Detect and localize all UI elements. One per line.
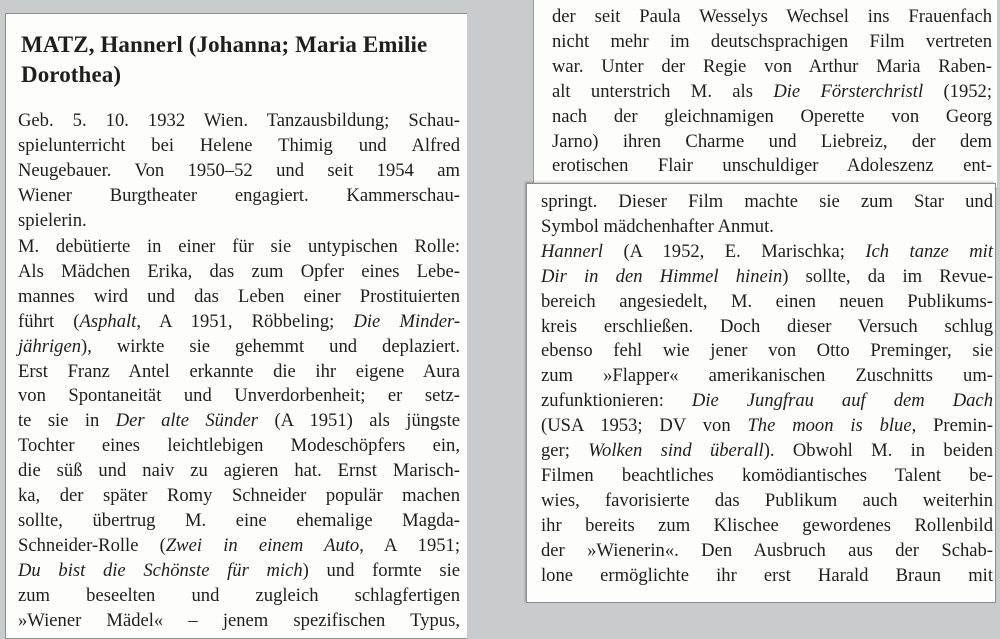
text-line: Wiener Burgtheater engagiert. Kammerschau-	[18, 184, 460, 206]
text-line: nach der gleichnamigen Operette von Georg	[552, 105, 992, 127]
italic-title: Zwei in einem Auto	[165, 534, 360, 556]
italic-title: jährigen	[18, 335, 82, 357]
text-segment: te sie in	[18, 410, 116, 432]
text-line	[541, 414, 993, 439]
text-segment: (A 1951) als jüngste	[258, 410, 461, 432]
text-line: Tochter eines leichtlebigen Modeschöpfers ein,	[18, 435, 460, 457]
text-segment: ger;	[541, 440, 589, 462]
text-line: lone ermöglichte ihr erst Harald Braun mit	[541, 564, 993, 586]
text-line: springt. Dieser Film machte sie zum Star und	[541, 191, 993, 212]
italic-title: Die Försterchristl	[773, 80, 924, 102]
column-right-bottom-text	[541, 190, 993, 589]
text-line	[18, 335, 460, 360]
right-bottom-clipping	[526, 183, 996, 603]
text-segment: ). Obwohl M. in beiden	[763, 440, 993, 462]
text-line	[541, 265, 993, 290]
text-segment: ) und formte sie	[302, 559, 461, 581]
italic-title: Die Jungfrau auf dem Dach	[691, 390, 993, 412]
bio-paragraph	[18, 109, 460, 234]
text-line: mannes wird und das Leben einer Prostituierten	[18, 285, 460, 307]
text-line	[552, 80, 992, 105]
text-line: Erst Franz Antel erkannte die ihr eigene Aura	[18, 360, 460, 382]
text-line: sollte, übertrug M. eine ehemalige Magda-	[18, 509, 460, 531]
text-line: spielerin.	[18, 209, 87, 231]
italic-title: Der alte Sünder	[115, 410, 259, 432]
italic-title: Ich tanze mit	[865, 240, 994, 262]
text-line: Symbol mädchenhafter Anmut.	[541, 215, 774, 237]
italic-title: Die Minder-	[353, 310, 461, 332]
text-line: nicht mehr im deutschsprachigen Film vertreten	[552, 30, 992, 52]
text-line: zum beseelten und zugleich schlagfertigen	[18, 584, 460, 606]
column-right-top-text	[552, 5, 992, 179]
text-segment: , A 1951, Röbbeling;	[136, 310, 354, 332]
text-line: ka, der später Romy Schneider populär machen	[18, 485, 460, 507]
text-segment: zufunktionieren:	[541, 390, 692, 412]
text-segment: alt unterstrich M. als	[552, 80, 774, 102]
left-clipping	[5, 13, 467, 639]
text-line: der »Wienerin«. Den Ausbruch aus der Schab-	[541, 539, 993, 561]
text-line	[18, 559, 460, 584]
italic-title: Wolken sind überall	[588, 440, 764, 462]
text-line	[18, 310, 460, 335]
text-segment: , A 1951;	[359, 534, 460, 556]
text-line	[541, 439, 993, 464]
text-segment: (1952;	[923, 80, 993, 102]
heading-line: Dorothea)	[21, 62, 122, 87]
text-segment: ) sollte, da im Revue-	[782, 265, 994, 287]
text-line: zum »Flapper« amerikanischen Zuschnitts um-	[541, 365, 993, 387]
text-line: Geb. 5. 10. 1932 Wien. Tanzausbildung; Schau-	[18, 110, 460, 131]
text-line: erotischen Flair unschuldiger Adoleszenz ent-	[552, 155, 992, 177]
italic-title: Du bist die Schönste für mich	[18, 559, 303, 581]
text-line	[541, 240, 993, 265]
heading-line: MATZ, Hannerl (Johanna; Maria Emilie	[21, 32, 428, 57]
text-line: war. Unter der Regie von Arthur Maria Raben-	[552, 55, 992, 77]
text-line	[541, 389, 993, 414]
text-line: »Wiener Mädel« – jenem spezifischen Typus,	[18, 609, 460, 631]
text-line: von Spontaneität und Unverdorbenheit; er setz-	[18, 385, 460, 407]
column-left-text	[18, 235, 460, 634]
text-line: Als Mädchen Erika, das zum Opfer eines Lebe-	[18, 260, 460, 282]
entry-heading	[21, 30, 461, 90]
text-line: die süß und naiv zu agieren hat. Ernst Marisch-	[18, 460, 460, 482]
italic-title: Dir in den Himmel hinein	[541, 265, 783, 287]
text-segment: führt (	[18, 310, 80, 332]
text-segment: , Premin-	[911, 415, 993, 437]
text-line: ebenso fehl wie jener von Otto Preminger, sie	[541, 340, 993, 362]
text-line: wies, favorisierte das Publikum auch weiterhin	[541, 489, 993, 511]
text-line: der seit Paula Wesselys Wechsel ins Frauenfach	[552, 6, 992, 27]
text-segment: (A 1952, E. Marischka;	[602, 240, 866, 262]
text-segment: ), wirkte sie gehemmt und deplaziert.	[81, 335, 460, 357]
text-line: Jarno) ihren Charme und Liebreiz, der dem	[552, 130, 992, 152]
text-line: Filmen beachtliches komödiantisches Talent be-	[541, 464, 993, 486]
text-line	[18, 534, 460, 559]
text-line: ihr bereits zum Klischee gewordenes Rollenbild	[541, 514, 993, 536]
text-segment: (USA 1953; DV von	[541, 415, 748, 437]
right-top-clipping	[533, 0, 997, 189]
text-line: M. debütierte in einer für sie untypischen Rolle:	[18, 236, 460, 257]
text-line: bereich angesiedelt, M. einen neuen Publikums-	[541, 290, 993, 312]
italic-title: Asphalt	[79, 310, 137, 332]
text-line: kreis erschließen. Doch dieser Versuch schlug	[541, 315, 993, 337]
italic-title: Hannerl	[541, 240, 603, 262]
text-segment: Schneider-Rolle (	[18, 534, 166, 556]
text-line: Neugebauer. Von 1950–52 und seit 1954 am	[18, 159, 460, 181]
text-line: spielunterricht bei Helene Thimig und Alfred	[18, 134, 460, 156]
italic-title: The moon is blue	[747, 415, 912, 437]
text-line	[18, 409, 460, 434]
